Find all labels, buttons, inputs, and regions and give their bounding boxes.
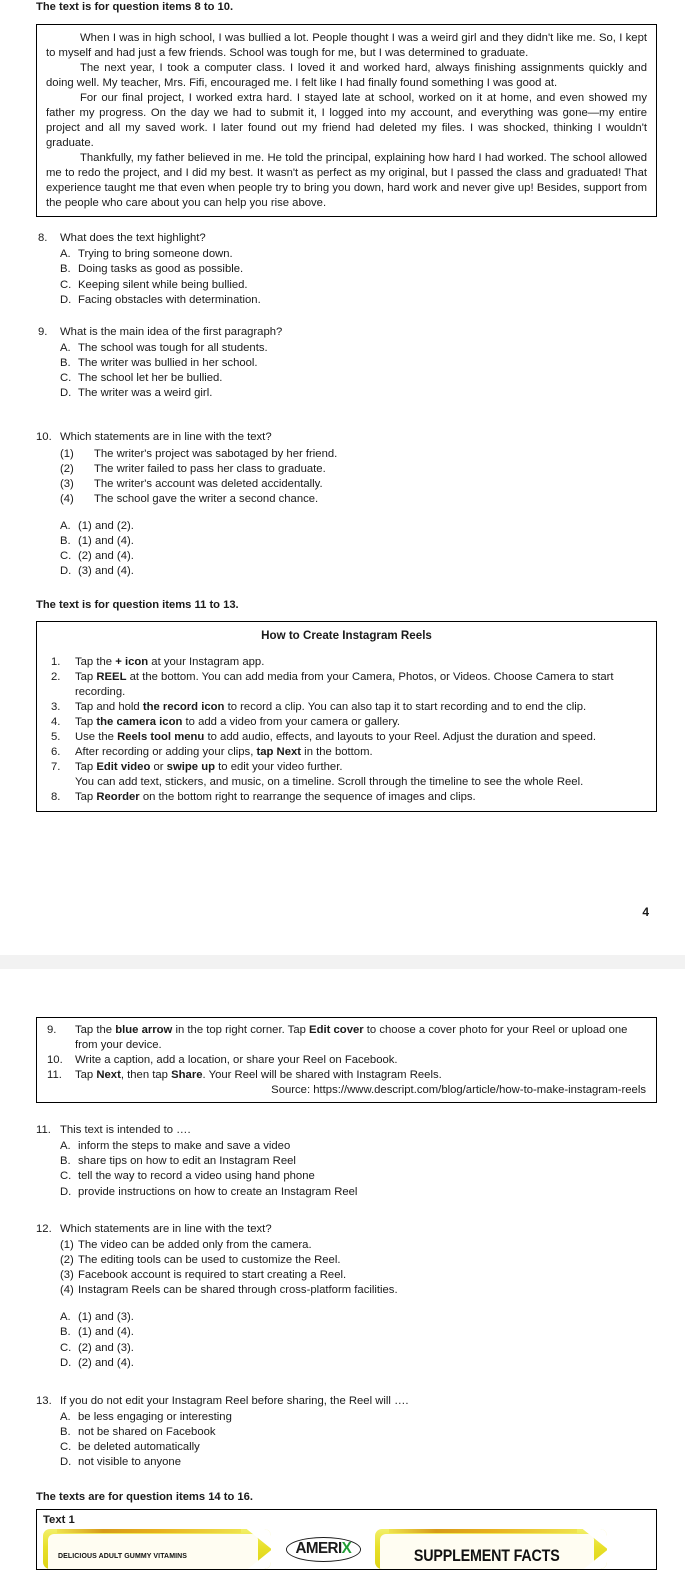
question-10 xyxy=(36,430,657,579)
option-c-text: be deleted automatically xyxy=(78,1441,200,1454)
supplement-facts-text: SUPPLEMENT FACTS xyxy=(414,1545,560,1565)
option-b[interactable] xyxy=(36,1154,657,1169)
procedure-step xyxy=(47,760,646,775)
procedure-step xyxy=(47,730,646,745)
brand-name-suffix: X xyxy=(341,1539,351,1557)
option-b[interactable] xyxy=(36,356,657,371)
option-a[interactable] xyxy=(36,519,657,534)
option-a[interactable] xyxy=(36,247,657,262)
page-break-separator xyxy=(0,955,685,969)
option-c[interactable] xyxy=(36,549,657,564)
question-10-text: Which statements are in line with the text? xyxy=(60,431,272,444)
procedure-step xyxy=(47,670,646,700)
option-d[interactable] xyxy=(36,293,657,308)
statement-4-number: (4) xyxy=(60,492,74,505)
page-number: 4 xyxy=(642,905,649,919)
step-number: 9. xyxy=(47,1024,57,1036)
option-a-letter: A. xyxy=(60,1410,71,1423)
procedure-step xyxy=(47,1053,646,1068)
question-13-options xyxy=(36,1410,657,1471)
option-d-text: Facing obstacles with determination. xyxy=(78,293,261,306)
document-page-2 xyxy=(0,969,685,1571)
question-13 xyxy=(36,1394,657,1471)
step-number: 3. xyxy=(51,700,61,713)
statement-3-number: (3) xyxy=(60,477,74,490)
procedure-step xyxy=(47,700,646,715)
question-8-options xyxy=(36,247,657,308)
option-d-text: (2) and (4). xyxy=(78,1356,134,1369)
procedure-step-continuation: You can add text, stickers, and music, on a timeline. Scroll through the timeline to see the whole Reel. xyxy=(75,775,584,788)
option-d-letter: D. xyxy=(60,565,72,578)
step-text: Tap and hold the record icon to record a clip. You can also tap it to start recording and to end the clip. xyxy=(75,700,587,713)
question-11-stem xyxy=(36,1123,657,1138)
procedure-continuation-box xyxy=(36,1017,657,1103)
question-13-number: 13. xyxy=(36,1394,52,1407)
option-a-letter: A. xyxy=(60,520,71,533)
question-12 xyxy=(36,1222,657,1371)
option-c-text: tell the way to record a video using hand phone xyxy=(78,1170,315,1183)
option-c[interactable] xyxy=(36,1440,657,1455)
question-10-stem xyxy=(36,430,657,445)
option-a-text: The school was tough for all students. xyxy=(78,341,268,354)
option-a[interactable] xyxy=(36,1410,657,1425)
option-b-letter: B. xyxy=(60,357,71,370)
statement-1 xyxy=(36,447,657,462)
panel-top-stripe xyxy=(389,1529,577,1533)
statement-2-text: The writer failed to pass her class to graduate. xyxy=(94,462,326,475)
statement-1-number: (1) xyxy=(60,447,74,460)
statement-3 xyxy=(36,477,657,492)
procedure-text-box xyxy=(36,621,657,812)
option-c-letter: C. xyxy=(60,1441,72,1454)
option-c-text: (2) and (4). xyxy=(78,550,134,563)
option-b[interactable] xyxy=(36,1425,657,1440)
statement-4-number: (4) xyxy=(60,1284,74,1297)
statement-4-text: The school gave the writer a second chance. xyxy=(94,492,319,505)
procedure-title: How to Create Instagram Reels xyxy=(261,628,432,642)
option-c-letter: C. xyxy=(60,278,72,291)
step-number: 1. xyxy=(51,655,61,668)
option-d[interactable] xyxy=(36,564,657,579)
step-number: 5. xyxy=(51,730,61,743)
option-c-text: The school let her be bullied. xyxy=(78,372,223,385)
statement-2 xyxy=(36,462,657,477)
statement-3-number: (3) xyxy=(60,1269,74,1282)
question-8-number: 8. xyxy=(38,232,48,245)
gummy-vitamins-panel xyxy=(43,1529,271,1569)
option-d-letter: D. xyxy=(60,293,72,306)
option-b[interactable] xyxy=(36,262,657,277)
question-10-options xyxy=(36,519,657,580)
step-number: 10. xyxy=(47,1054,63,1067)
statement-4 xyxy=(36,1283,657,1298)
option-d[interactable] xyxy=(36,1455,657,1470)
statement-1 xyxy=(36,1238,657,1253)
statement-2-number: (2) xyxy=(60,1253,74,1266)
text-1-figure-box xyxy=(36,1509,657,1570)
step-text: After recording or adding your clips, tap Next in the bottom. xyxy=(75,745,373,758)
option-a-letter: A. xyxy=(60,341,71,354)
option-b-text: (1) and (4). xyxy=(78,1326,134,1339)
question-11-options xyxy=(36,1139,657,1200)
step-text: Tap REEL at the bottom. You can add media from your Camera, Photos, or Videos. Choose Camera to start recording. xyxy=(75,670,614,698)
option-d-text: The writer was a weird girl. xyxy=(78,387,213,400)
question-9-number: 9. xyxy=(38,325,48,338)
procedure-step xyxy=(47,715,646,730)
procedure-step xyxy=(47,790,646,805)
source-attribution: Source: https://www.descript.com/blog/article/how-to-make-instagram-reels xyxy=(271,1084,646,1097)
panel-inner-white xyxy=(380,1534,594,1569)
step-number: 4. xyxy=(51,715,61,728)
option-a-text: inform the steps to make and save a video xyxy=(78,1140,291,1153)
reading-passage-box xyxy=(36,24,657,217)
step-text: Tap Reorder on the bottom right to rearrange the sequence of images and clips. xyxy=(75,790,476,803)
lead-text-items-11-to-13: The text is for question items 11 to 13. xyxy=(36,598,239,611)
step-number: 2. xyxy=(51,670,61,683)
option-c-text: Keeping silent while being bullied. xyxy=(78,278,248,291)
spacer xyxy=(36,507,657,518)
question-12-stem xyxy=(36,1222,657,1237)
brand-name-prefix: AMERI xyxy=(295,1539,342,1557)
passage-paragraph-3: For our final project, I worked extra hard. I stayed late at school, worked on it at home, and even showed my father my progress. On the day we had to submit it, I logged into my account, and everything was gone—my entire project and all my saved work. I later found out my friend had deleted my files. I was shocked, thinking I wouldn't graduate. xyxy=(46,92,647,150)
question-9 xyxy=(36,325,657,402)
option-b-letter: B. xyxy=(60,1426,71,1439)
statement-4 xyxy=(36,492,657,507)
option-d-letter: D. xyxy=(60,1456,72,1469)
option-b-text: share tips on how to edit an Instagram Reel xyxy=(78,1155,296,1168)
spacer xyxy=(36,1298,657,1309)
option-c[interactable] xyxy=(36,1341,657,1356)
supplement-label-artwork xyxy=(43,1529,650,1569)
option-c[interactable] xyxy=(36,1169,657,1184)
question-12-text: Which statements are in line with the text? xyxy=(60,1222,272,1235)
procedure-step xyxy=(47,1068,646,1083)
option-c-letter: C. xyxy=(60,1341,72,1354)
question-13-stem xyxy=(36,1394,657,1409)
question-11-text: This text is intended to …. xyxy=(60,1124,191,1137)
option-b-text: The writer was bullied in her school. xyxy=(78,357,258,370)
option-b-letter: B. xyxy=(60,535,71,548)
option-d-text: provide instructions on how to create an Instagram Reel xyxy=(78,1185,358,1198)
brand-logo xyxy=(275,1529,371,1569)
passage-paragraph-2: The next year, I took a computer class. I loved it and worked hard, always finishing assignments quickly and doing well. My teacher, Mrs. Fifi, encouraged me. I felt like I had finally found something I was good at. xyxy=(46,62,647,90)
option-b-letter: B. xyxy=(60,1326,71,1339)
procedure-step xyxy=(47,745,646,760)
option-a-text: Trying to bring someone down. xyxy=(78,248,233,261)
option-a-text: be less engaging or interesting xyxy=(78,1410,232,1423)
supplement-facts-panel xyxy=(375,1529,607,1569)
procedure-step xyxy=(47,655,646,670)
option-d[interactable] xyxy=(36,1356,657,1371)
question-11 xyxy=(36,1123,657,1200)
statement-2-number: (2) xyxy=(60,462,74,475)
question-8 xyxy=(36,231,657,308)
statement-1-number: (1) xyxy=(60,1238,74,1251)
option-d[interactable] xyxy=(36,386,657,401)
step-text: Tap the blue arrow in the top right corner. Tap Edit cover to choose a cover photo for your Reel or upload one from your device. xyxy=(75,1024,628,1052)
question-9-text: What is the main idea of the first paragraph? xyxy=(60,325,283,338)
step-text: Write a caption, add a location, or share your Reel on Facebook. xyxy=(75,1054,398,1067)
option-d-text: (3) and (4). xyxy=(78,565,134,578)
statement-1-text: The writer's project was sabotaged by her friend. xyxy=(94,447,338,460)
option-b-text: not be shared on Facebook xyxy=(78,1426,216,1439)
option-b-text: (1) and (4). xyxy=(78,535,134,548)
statement-1-text: The video can be added only from the camera. xyxy=(78,1238,312,1251)
option-d-letter: D. xyxy=(60,1185,72,1198)
question-12-number: 12. xyxy=(36,1222,52,1235)
option-c-letter: C. xyxy=(60,372,72,385)
question-9-options xyxy=(36,341,657,402)
question-13-text: If you do not edit your Instagram Reel before sharing, the Reel will …. xyxy=(60,1394,409,1407)
option-a[interactable] xyxy=(36,1310,657,1325)
option-c[interactable] xyxy=(36,371,657,386)
panel-top-stripe xyxy=(57,1529,241,1533)
question-8-stem xyxy=(36,231,657,246)
step-text: Tap the + icon at your Instagram app. xyxy=(75,655,265,668)
option-d[interactable] xyxy=(36,1185,657,1200)
option-c-text: (2) and (3). xyxy=(78,1341,134,1354)
step-text: Tap Edit video or swipe up to edit your video further. xyxy=(75,760,343,773)
procedure-step xyxy=(47,1023,646,1053)
option-a[interactable] xyxy=(36,1139,657,1154)
option-b-text: Doing tasks as good as possible. xyxy=(78,263,244,276)
statement-4-text: Instagram Reels can be shared through cross-platform facilities. xyxy=(78,1284,398,1297)
step-text: Use the Reels tool menu to add audio, effects, and layouts to your Reel. Adjust the duration and speed. xyxy=(75,730,597,743)
question-10-statements xyxy=(36,447,657,508)
statement-2-text: The editing tools can be used to customize the Reel. xyxy=(78,1253,341,1266)
question-12-options xyxy=(36,1310,657,1371)
option-a-letter: A. xyxy=(60,248,71,261)
option-c-letter: C. xyxy=(60,1170,72,1183)
option-d-text: not visible to anyone xyxy=(78,1456,181,1469)
statement-2 xyxy=(36,1253,657,1268)
step-number: 11. xyxy=(47,1069,62,1082)
lead-text-items-14-to-16: The texts are for question items 14 to 16. xyxy=(36,1491,253,1504)
statement-3-text: Facebook account is required to start creating a Reel. xyxy=(78,1269,347,1282)
option-d-letter: D. xyxy=(60,387,72,400)
option-b-letter: B. xyxy=(60,1155,71,1168)
option-b[interactable] xyxy=(36,534,657,549)
passage-paragraph-1: When I was in high school, I was bullied a lot. People thought I was a weird girl and they didn't like me. So, I kept to myself and had just a few friends. School was tough for me, but I was determined to graduate. xyxy=(46,32,647,60)
question-11-number: 11. xyxy=(36,1124,51,1137)
question-8-text: What does the text highlight? xyxy=(60,232,206,245)
text-1-label: Text 1 xyxy=(43,1514,75,1527)
gummy-vitamins-text: DELICIOUS ADULT GUMMY VITAMINS xyxy=(58,1551,188,1561)
statement-3-text: The writer's account was deleted accidentally. xyxy=(94,477,323,490)
option-d-letter: D. xyxy=(60,1356,72,1369)
option-a-text: (1) and (2). xyxy=(78,520,134,533)
option-c-letter: C. xyxy=(60,550,72,563)
lead-text-items-8-to-10: The text is for question items 8 to 10. xyxy=(36,1,234,13)
brand-oval-badge xyxy=(286,1537,361,1562)
question-12-statements xyxy=(36,1238,657,1299)
panel-inner-white xyxy=(48,1534,258,1569)
step-number: 6. xyxy=(51,745,61,758)
option-b-letter: B. xyxy=(60,263,71,276)
passage-paragraph-4: Thankfully, my father believed in me. He told the principal, explaining how hard I had worked. The school allowed me to redo the project, and I did my best. It wasn't as perfect as my original, but I passed the class and graduated! That experience taught me that even when people try to bring you down, hard work and never give up! Besides, support from the people who care about you can help you rise above. xyxy=(46,152,647,210)
step-text: Tap Next, then tap Share. Your Reel will be shared with Instagram Reels. xyxy=(75,1069,442,1082)
option-a[interactable] xyxy=(36,341,657,356)
step-number: 7. xyxy=(51,760,61,773)
option-b[interactable] xyxy=(36,1325,657,1340)
option-a-text: (1) and (3). xyxy=(78,1311,134,1324)
option-c[interactable] xyxy=(36,278,657,293)
option-a-letter: A. xyxy=(60,1311,71,1324)
question-10-number: 10. xyxy=(36,431,52,444)
question-9-stem xyxy=(36,325,657,340)
option-a-letter: A. xyxy=(60,1140,71,1153)
step-text: Tap the camera icon to add a video from your camera or gallery. xyxy=(75,715,401,728)
step-number: 8. xyxy=(51,790,61,803)
statement-3 xyxy=(36,1268,657,1283)
